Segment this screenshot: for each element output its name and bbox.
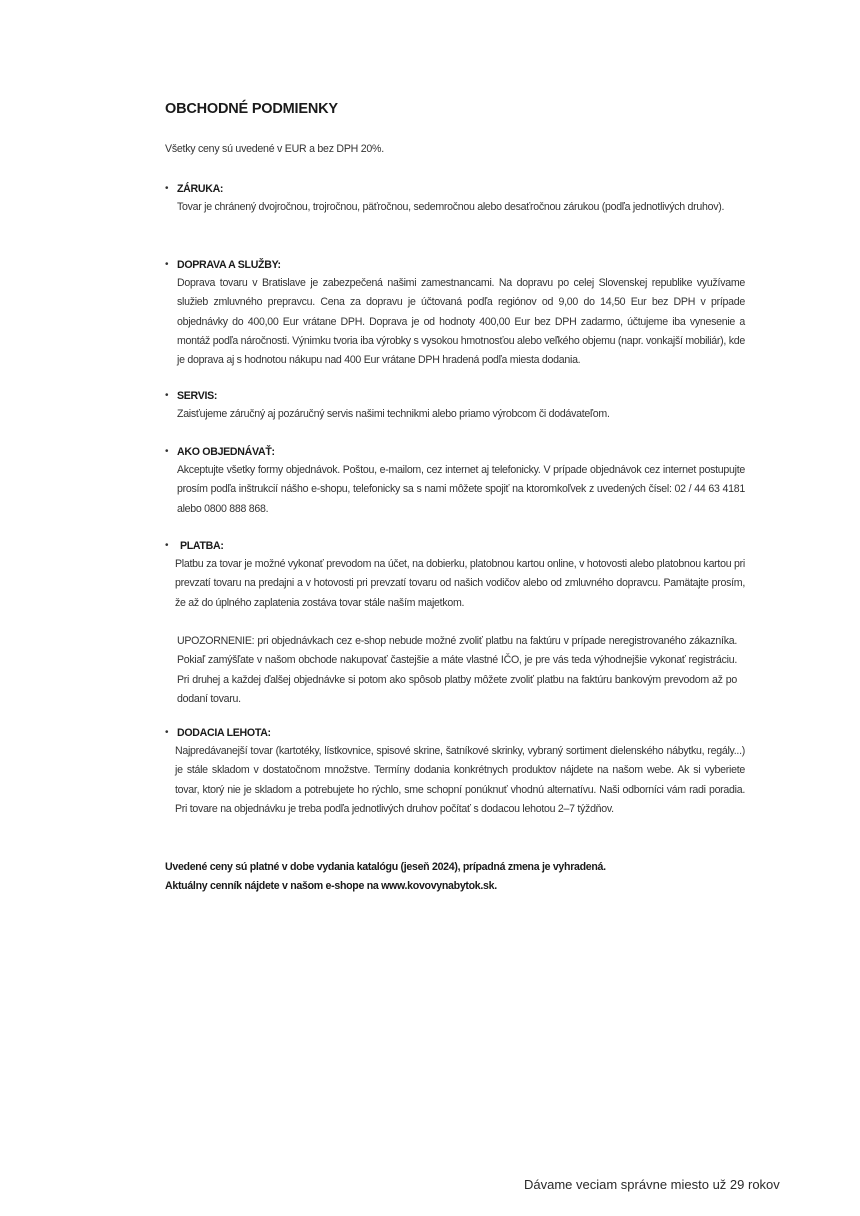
closing-notice	[165, 858, 606, 896]
section-warranty	[165, 180, 745, 217]
bullet-icon: •	[165, 446, 169, 457]
bullet-icon: •	[165, 390, 169, 401]
section-body: Zaisťujeme záručný aj pozáručný servis našimi technikmi alebo priamo výrobcom či dodávateľom.	[177, 408, 610, 420]
section-payment	[165, 537, 745, 613]
section-service	[165, 387, 745, 424]
eshop-pricelist-note: Aktuálny cenník nájdete v našom e-shope na www.kovovynabytok.sk.	[165, 880, 497, 892]
bullet-icon: •	[165, 727, 169, 738]
section-body: Doprava tovaru v Bratislave je zabezpečená našimi zamestnancami. Na dopravu po celej Slovenskej republike využívame služieb zmluvného prepravcu. Cena za dopravu je účtovaná podľa regiónov od 9,00 do 14,50 Eur bez DPH v prípade objednávky do 400,00 Eur vrátane DPH. Doprava je od hodnoty 400,00 Eur bez DPH zadarmo, účtujeme iba vynesenie a montáž podľa náročnosti. Výnimku tvoria iba výrobky s vysokou hmotnosťou alebo veľkého objemu (napr. vonkajší mobiliár), kde je doprava aj s hodnotou nákupu nad 400 Eur vrátane DPH hradená podľa miesta dodania.	[177, 277, 745, 367]
section-heading	[165, 537, 745, 555]
section-title: SERVIS:	[177, 390, 218, 402]
footer-tagline: Dávame veciam správne miesto už 29 rokov	[524, 1177, 780, 1192]
section-heading	[165, 724, 745, 742]
bullet-icon: •	[165, 540, 169, 551]
payment-warning-note: UPOZORNENIE: pri objednávkach cez e-shop nebude možné zvoliť platbu na faktúru v prípade neregistrovaného zákazníka. Pokiaľ zamýšľate v našom obchode nakupovať častejšie a máte vlastné IČO, je pre vás teda výhodnejšie vykonať registráciu. Pri druhej a každej ďalšej objednávke si potom ako spôsob platby môžete zvoliť platbu na faktúru bankovým prevodom až po dodaní tovaru.	[177, 635, 737, 705]
section-body: Platbu za tovar je možné vykonať prevodom na účet, na dobierku, platobnou kartou online, v hotovosti alebo platobnou kartou pri prevzatí tovaru na predajni a v hotovosti pri prevzatí tovaru od našich vodičov alebo od zmluvného dopravcu. Pamätajte prosím, že až do úplného zaplatenia zostáva tovar stále naším majetkom.	[175, 558, 745, 609]
bullet-icon: •	[165, 259, 169, 270]
section-heading	[165, 256, 745, 274]
section-heading	[165, 443, 745, 461]
section-delivery	[165, 256, 745, 370]
section-body: Najpredávanejší tovar (kartotéky, lístkovnice, spisové skrine, šatníkové skrinky, vybraný sortiment dielenského nábytku, regály...) je stále skladom v dostatočnom množstve. Termíny dodania konkrétnych produktov nájdete na našom webe. Ak si vyberiete tovar, ktorý nie je skladom a potrebujete ho rýchlo, sme schopní ponúknuť vhodnú alternatívu. Naši odborníci vám radi poradia. Pri tovare na objednávku je treba podľa jednotlivých druhov počítať s dodacou lehotou 2–7 týždňov.	[175, 745, 745, 815]
section-delivery-time	[165, 724, 745, 819]
section-title: ZÁRUKA:	[177, 183, 224, 195]
page-title: OBCHODNÉ PODMIENKY	[165, 101, 338, 117]
section-title: DODACIA LEHOTA:	[177, 727, 271, 739]
section-title: AKO OBJEDNÁVAŤ:	[177, 446, 275, 458]
section-body: Tovar je chránený dvojročnou, trojročnou, päťročnou, sedemročnou alebo desaťročnou zárukou (podľa jednotlivých druhov).	[177, 201, 725, 213]
section-heading	[165, 180, 745, 198]
price-validity-note: Uvedené ceny sú platné v dobe vydania katalógu (jeseň 2024), prípadná zmena je vyhradená.	[165, 861, 606, 873]
section-how-to-order	[165, 443, 745, 519]
intro-text: Všetky ceny sú uvedené v EUR a bez DPH 20%.	[165, 143, 384, 155]
section-heading	[165, 387, 745, 405]
section-body: Akceptujte všetky formy objednávok. Poštou, e-mailom, cez internet aj telefonicky. V prípade objednávok cez internet postupujte prosím podľa inštrukcií nášho e-shopu, telefonicky sa s nami môžete spojiť na ktoromkoľvek z uvedených čísel: 02 / 44 63 4181 alebo 0800 888 868.	[177, 464, 745, 515]
section-title: PLATBA:	[180, 540, 224, 552]
bullet-icon: •	[165, 183, 169, 194]
section-title: DOPRAVA A SLUŽBY:	[177, 259, 281, 271]
